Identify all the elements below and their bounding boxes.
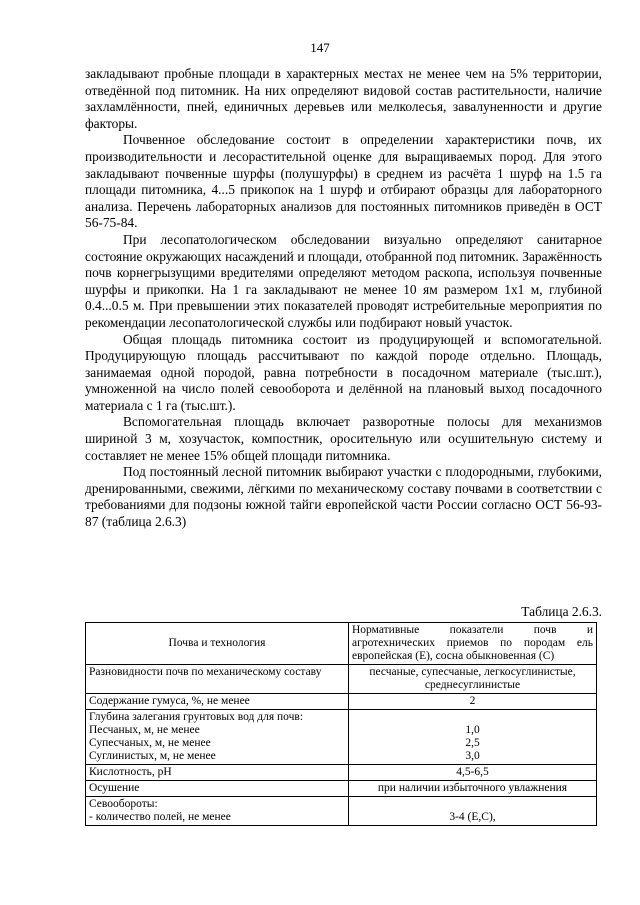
cell-line: 1,0: [465, 724, 480, 736]
header-cell: Почва и технология: [86, 623, 349, 665]
header-cell: Нормативные показатели почв и агротехнических приемов по породам ель европейская (Е), сосна обыкновенная (С): [349, 623, 597, 665]
cell-line: Севообороты:: [89, 798, 158, 810]
paragraph: Под постоянный лесной питомник выбирают участки с плодородными, глубокими, дренированными, свежими, лёгкими по механическому составу почвами в соответствии с требованиями для подзоны южной тайги европейской части России согласно ОСТ 56-93-87 (таблица 2.6.3): [85, 464, 602, 530]
table-row: [86, 710, 597, 765]
table-row: [86, 781, 597, 797]
table-cell: Содержание гумуса, %, не менее: [86, 694, 349, 710]
cell-line: [352, 798, 593, 811]
table-cell: [349, 797, 597, 826]
table-row: [86, 797, 597, 826]
cell-line: 3-4 (Е,С),: [449, 811, 496, 823]
table-cell: песчаные, супесчаные, легкосуглинистые, среднесуглинистые: [349, 665, 597, 694]
table-cell: Разновидности почв по механическому составу: [86, 665, 349, 694]
paragraph: Почвенное обследование состоит в определении характеристики почв, их производительности и лесорастительной оценке для выращиваемых пород. Для этого закладывают почвенные шурфы (полушурфы) в среднем из расчёта 1 шурф на 1.5 га площади питомника, 4...5 прикопок на 1 шурф и отбирают образцы для лабораторного анализа. Перечень лабораторных анализов для постоянных питомников приведён в ОСТ 56-75-84.: [85, 132, 602, 231]
paragraph: Общая площадь питомника состоит из продуцирующей и вспомогательной. Продуцирующую площадь рассчитывают по каждой породе отдельно. Площадь, занимаемая одной породой, равна потребности в посадочном материале (тыс.шт.), умноженной на число полей севооборота и делённой на плановый выход посадочного материала с 1 га (тыс.шт.).: [85, 331, 602, 413]
table-cell: [86, 797, 349, 826]
table-cell: 4,5-6,5: [349, 765, 597, 781]
table-cell: [86, 710, 349, 765]
page-number: 147: [310, 40, 330, 55]
table-cell: при наличии избыточного увлажнения: [349, 781, 597, 797]
cell-line: 3,0: [465, 750, 480, 762]
paragraph: Вспомогательная площадь включает разворотные полосы для механизмов шириной 3 м, хозучасток, компостник, оросительную или осушительную систему и составляет не менее 15% общей площади питомника.: [85, 414, 602, 463]
table-cell: Осушение: [86, 781, 349, 797]
cell-line: 2,5: [465, 737, 480, 749]
table-header-row: [86, 623, 597, 665]
soil-requirements-table: [85, 622, 597, 826]
table-row: [86, 665, 597, 694]
paragraph: При лесопатологическом обследовании визуально определяют санитарное состояние окружающих насаждений и площади, отобранной под питомник. Заражённость почв корнегрызущими вредителями определяют методом раскопа, используя почвенные шурфы и прикопки. На 1 га закладывают не менее 10 ям размером 1х1 м, глубиной 0.4...0.5 м. При превышении этих показателей проводят истребительные мероприятия по рекомендации лесопатологической службы или подбирают новый участок.: [85, 231, 602, 330]
table-cell: 2: [349, 694, 597, 710]
paragraph: закладывают пробные площади в характерных местах не менее чем на 5% территории, отведённой под питомник. На них определяют видовой состав растительности, наличие захламлённости, пней, единичных деревьев или мелколесья, завалуненности и другие факторы.: [85, 66, 602, 131]
cell-line: Супесчаных, м, не менее: [89, 737, 211, 749]
table-cell: [349, 710, 597, 765]
table-row: [86, 765, 597, 781]
cell-line: Суглинистых, м, не менее: [89, 750, 216, 762]
cell-line: - количество полей, не менее: [89, 811, 231, 823]
table-caption: Таблица 2.6.3.: [521, 604, 602, 619]
cell-line: Глубина залегания грунтовых вод для почв:: [89, 711, 304, 723]
body-text: [85, 66, 602, 531]
cell-line: Песчаных, м, не менее: [89, 724, 200, 736]
cell-line: [352, 711, 593, 724]
table-cell: Кислотность, pH: [86, 765, 349, 781]
table-row: [86, 694, 597, 710]
